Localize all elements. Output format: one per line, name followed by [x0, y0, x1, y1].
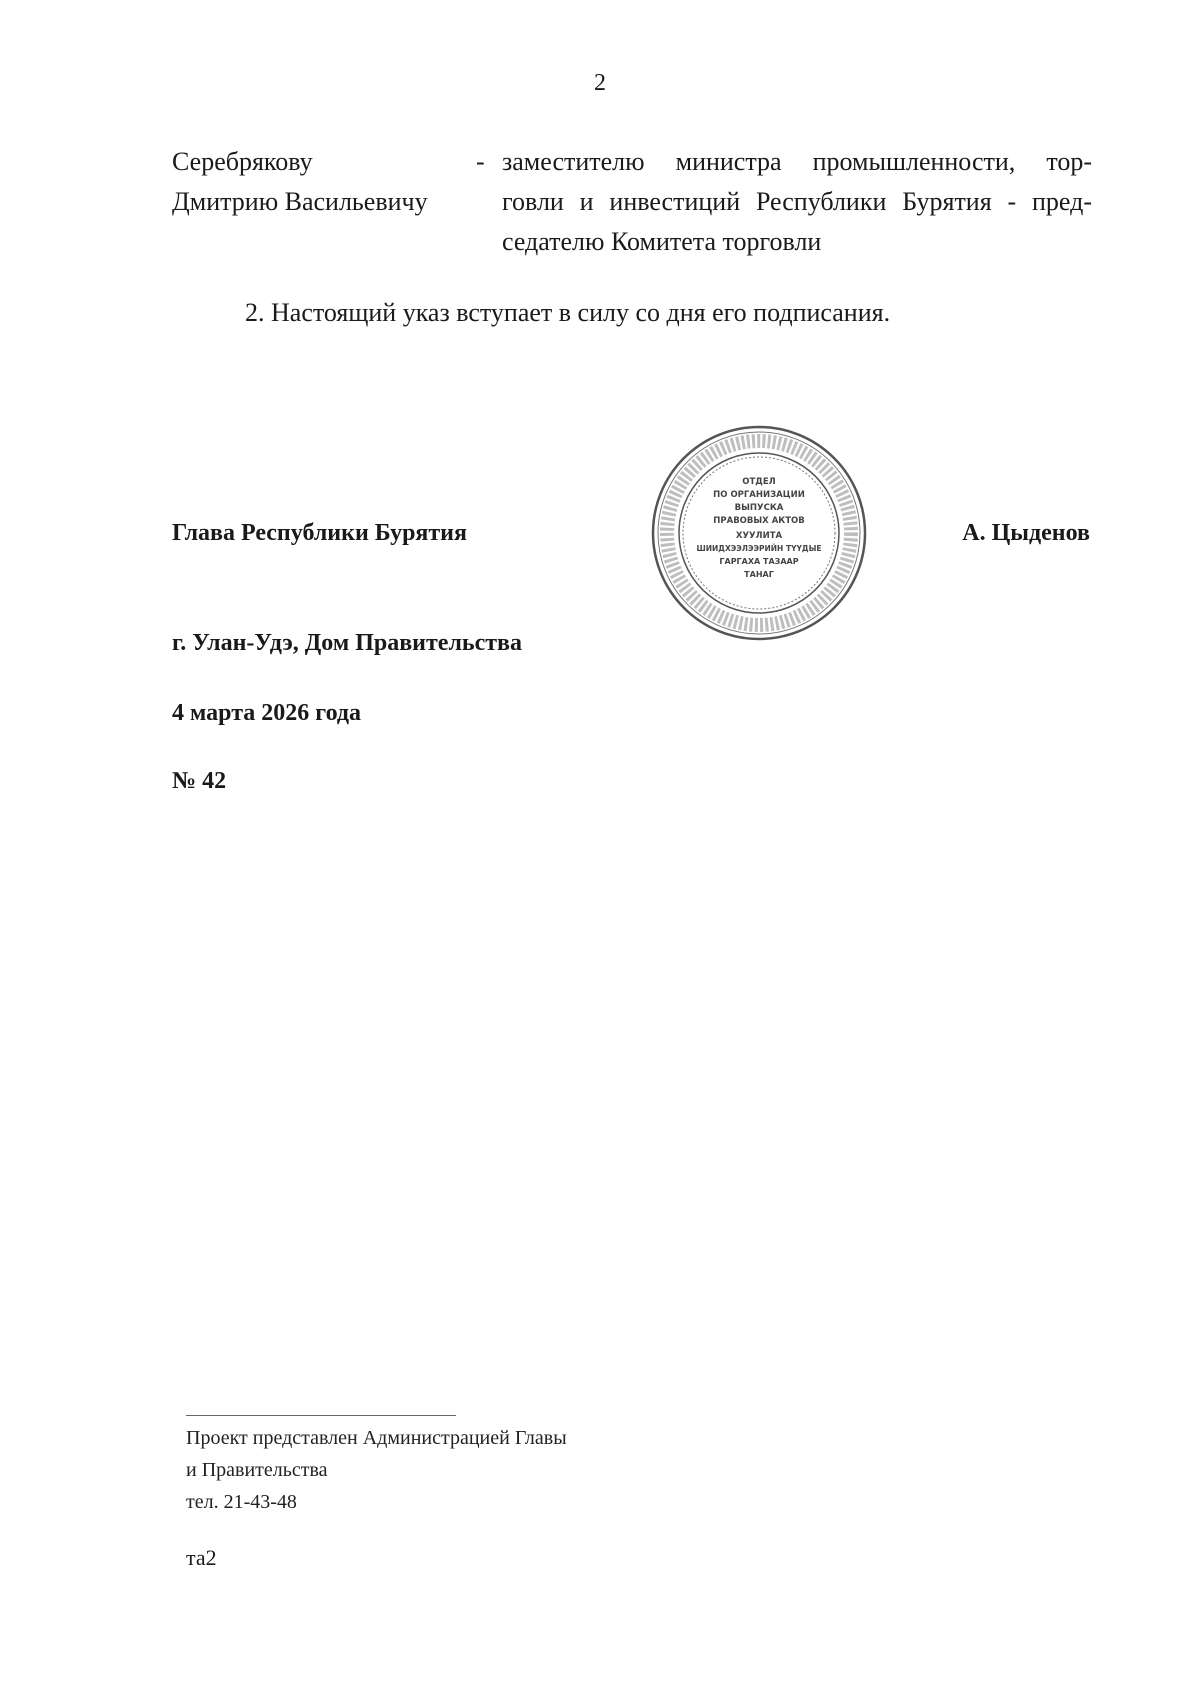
seal-text: ШИИДХЭЭЛЭЭРИЙН ТҮҮДЫЕ: [696, 544, 822, 553]
seal-text: ПРАВОВЫХ АКТОВ: [713, 516, 805, 526]
signer-name: А. Цыденов: [962, 520, 1090, 546]
footnote-divider: [186, 1415, 456, 1416]
seal-text: ГАРГАХА ТАЗААР: [719, 557, 799, 566]
decree-number: № 42: [172, 768, 227, 794]
appointee-surname: Серебрякову: [172, 147, 313, 176]
seal-text: ВЫПУСКА: [734, 503, 784, 513]
seal-text: ОТДЕЛ: [742, 477, 776, 487]
appointee-position: [502, 142, 1092, 262]
seal-text: ПО ОРГАНИЗАЦИИ: [713, 490, 805, 500]
position-line: заместителю министра промышленности, тор-: [502, 147, 1092, 176]
clause-2: 2. Настоящий указ вступает в силу со дня его подписания.: [245, 298, 891, 327]
signer-title: Глава Республики Бурятия: [172, 520, 467, 546]
footnote-line: и Правительства: [186, 1459, 328, 1481]
appointee-given-names: Дмитрию Васильевичу: [172, 187, 428, 216]
seal-text: ТАНАГ: [744, 570, 774, 579]
official-seal: [648, 422, 870, 644]
page-number: 2: [594, 70, 606, 96]
position-line: седателю Комитета торговли: [502, 227, 822, 256]
signing-place: г. Улан-Удэ, Дом Правительства: [172, 630, 523, 656]
footnote-line: Проект представлен Администрацией Главы: [186, 1427, 567, 1449]
position-line: говли и инвестиций Республики Бурятия - пред-: [502, 187, 1092, 216]
signing-date: 4 марта 2026 года: [172, 700, 362, 726]
appointee-block: [172, 142, 1092, 272]
footnote-phone: тел. 21-43-48: [186, 1491, 297, 1513]
document-code: та2: [186, 1545, 217, 1570]
appointee-dash: -: [476, 147, 485, 176]
seal-text: ХУУЛИТА: [735, 531, 783, 541]
appointee-name: [172, 142, 428, 222]
